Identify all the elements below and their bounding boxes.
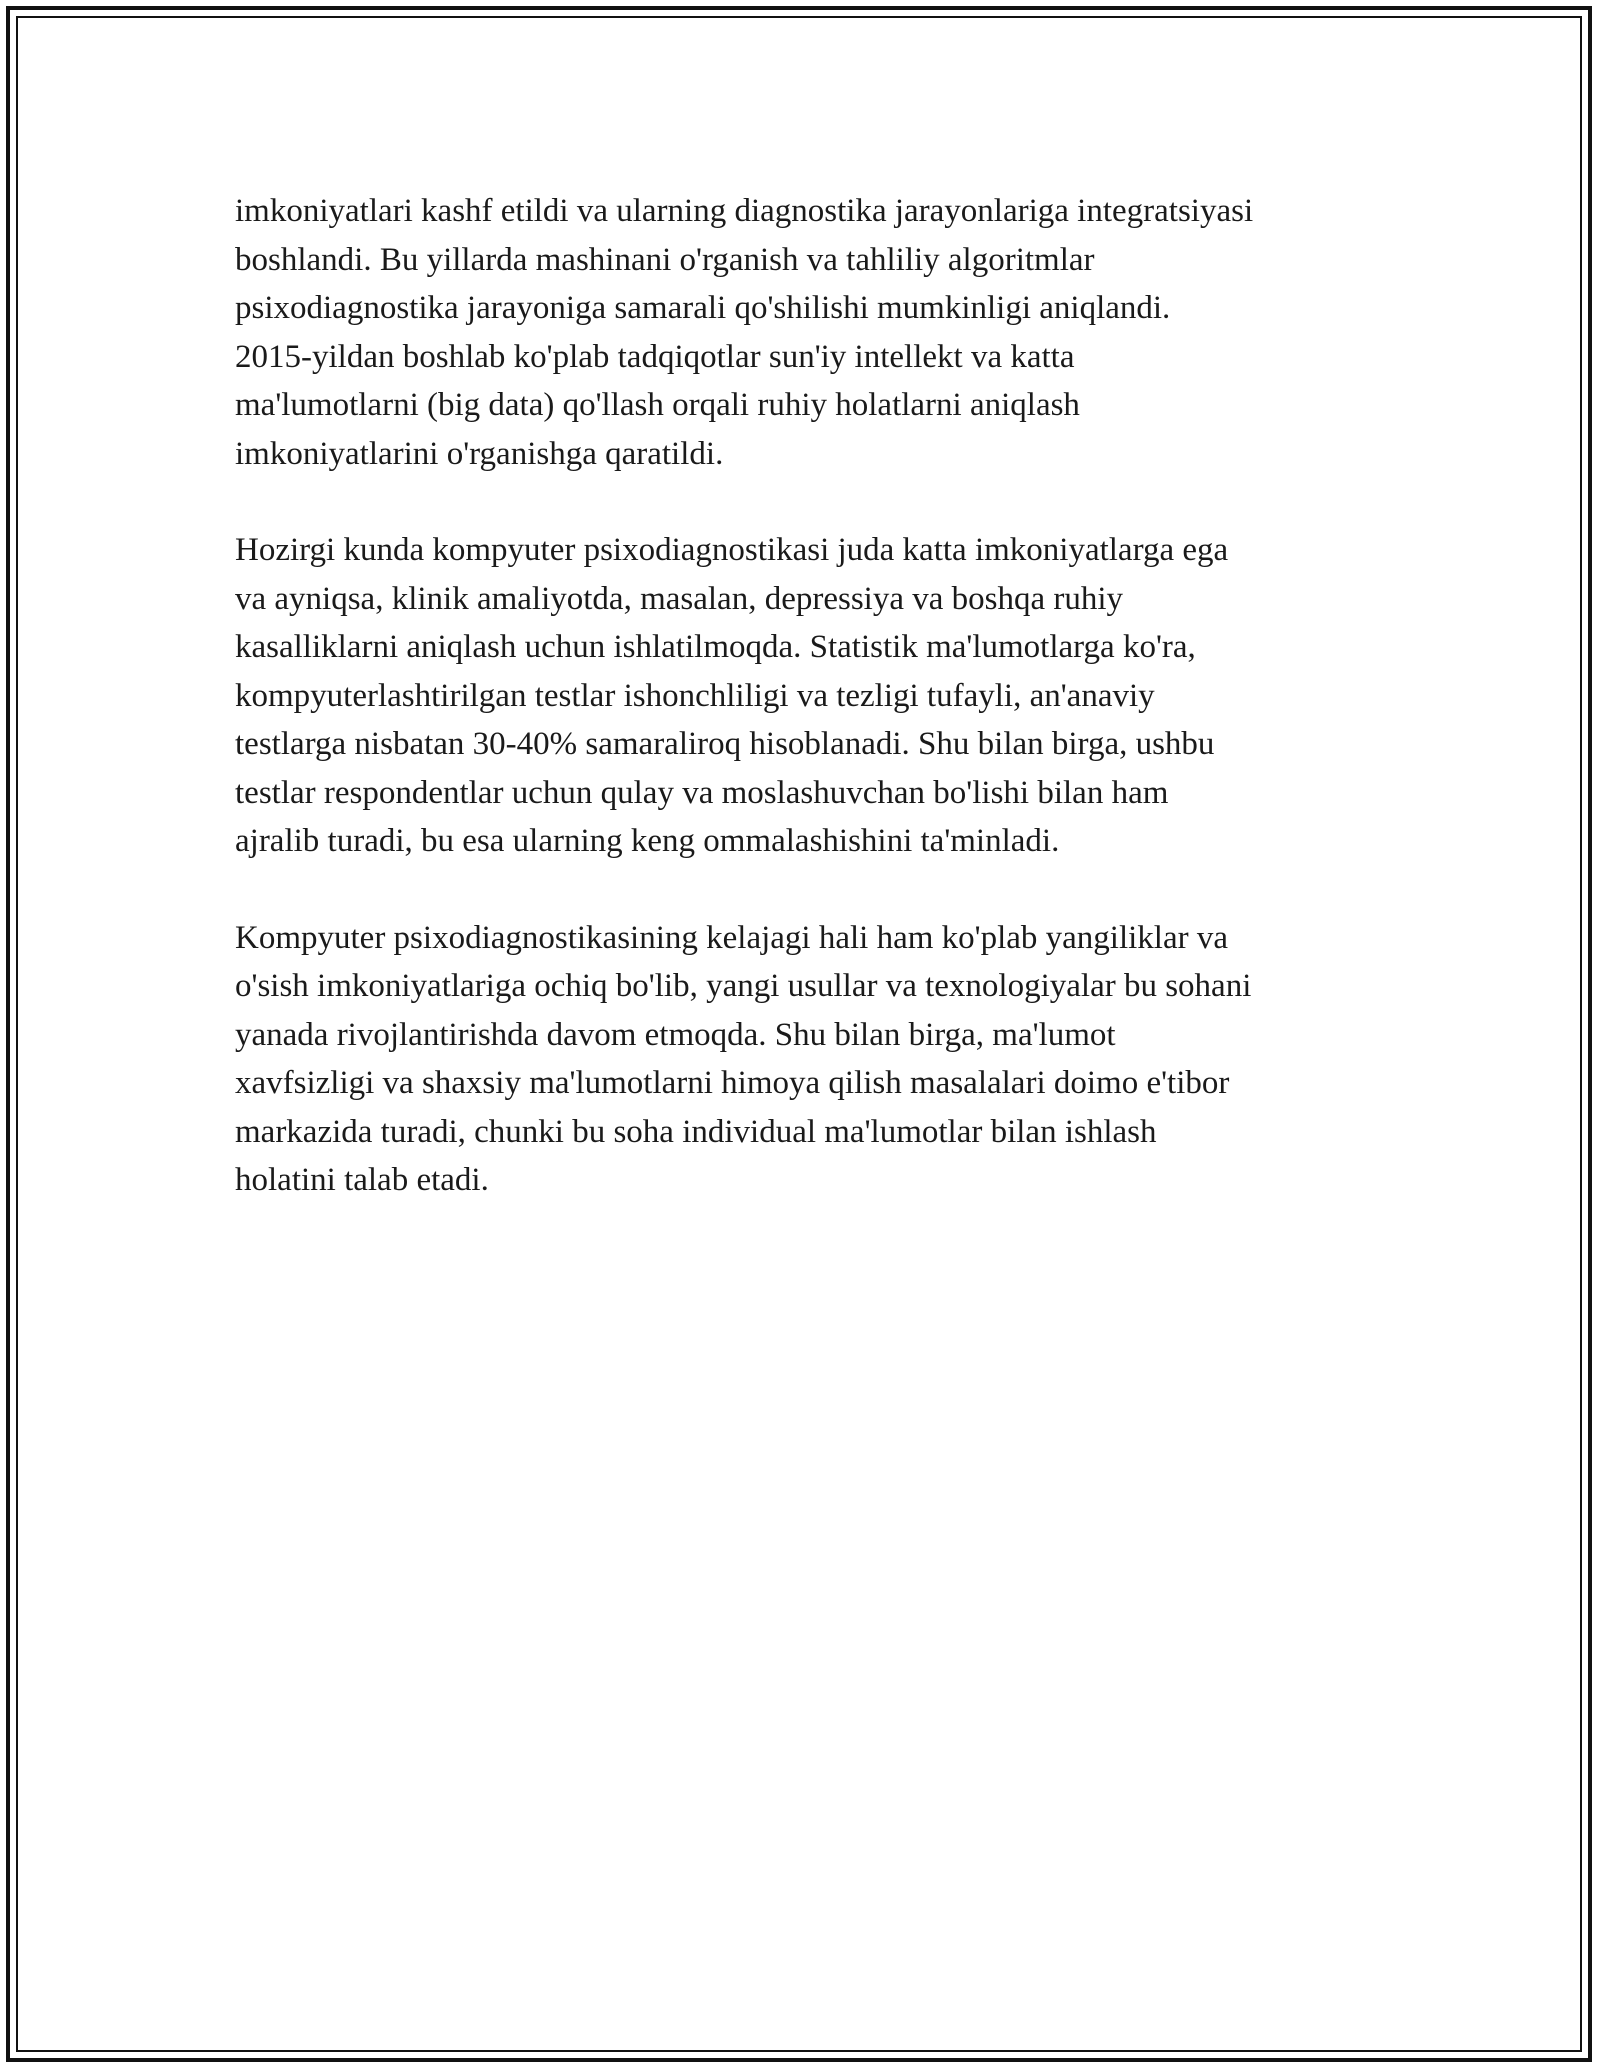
text-line: markazida turadi, chunki bu soha individual ma'lumotlar bilan ishlash [235, 1113, 1157, 1150]
text-line: imkoniyatlarini o'rganishga qaratildi. [235, 435, 724, 472]
document-body [235, 187, 1385, 1253]
text-line: ma'lumotlarni (big data) qo'llash orqali ruhiy holatlarni aniqlash [235, 387, 1080, 423]
text-line: va ayniqsa, klinik amaliyotda, masalan, depressiya va boshqa ruhiy [235, 580, 1124, 617]
text-line: holatini talab etadi. [235, 1162, 489, 1198]
text-line: o'sish imkoniyatlariga ochiq bo'lib, yangi usullar va texnologiyalar bu sohani [235, 968, 1252, 1004]
text-line: 2015-yildan boshlab ko'plab tadqiqotlar sun'iy intellekt va katta [235, 338, 1075, 375]
text-line: psixodiagnostika jarayoniga samarali qo'shilishi mumkinligi aniqlandi. [235, 290, 1171, 326]
text-line: imkoniyatlari kashf etildi va ularning diagnostika jarayonlariga integratsiyasi [235, 193, 1254, 229]
paragraph-3 [235, 914, 1385, 1205]
text-line: kasalliklarni aniqlash uchun ishlatilmoqda. Statistik ma'lumotlarga ko'ra, [235, 629, 1196, 665]
paragraph-1 [235, 187, 1385, 478]
text-line: Hozirgi kunda kompyuter psixodiagnostikasi juda katta imkoniyatlarga ega [235, 532, 1229, 568]
text-line: ajralib turadi, bu esa ularning keng ommalashishini ta'minladi. [235, 823, 1060, 859]
paragraph-2 [235, 526, 1385, 866]
text-line: testlarga nisbatan 30-40% samaraliroq hisoblanadi. Shu bilan birga, ushbu [235, 726, 1215, 762]
text-line: kompyuterlashtirilgan testlar ishonchliligi va tezligi tufayli, an'anaviy [235, 677, 1155, 714]
text-line: xavfsizligi va shaxsiy ma'lumotlarni himoya qilish masalalari doimo e'tibor [235, 1065, 1230, 1101]
text-line: Kompyuter psixodiagnostikasining kelajagi hali ham ko'plab yangiliklar va [235, 919, 1228, 956]
text-line: boshlandi. Bu yillarda mashinani o'rganish va tahliliy algoritmlar [235, 241, 1095, 278]
text-line: testlar respondentlar uchun qulay va moslashuvchan bo'lishi bilan ham [235, 774, 1169, 811]
text-line: yanada rivojlantirishda davom etmoqda. Shu bilan birga, ma'lumot [235, 1016, 1116, 1053]
